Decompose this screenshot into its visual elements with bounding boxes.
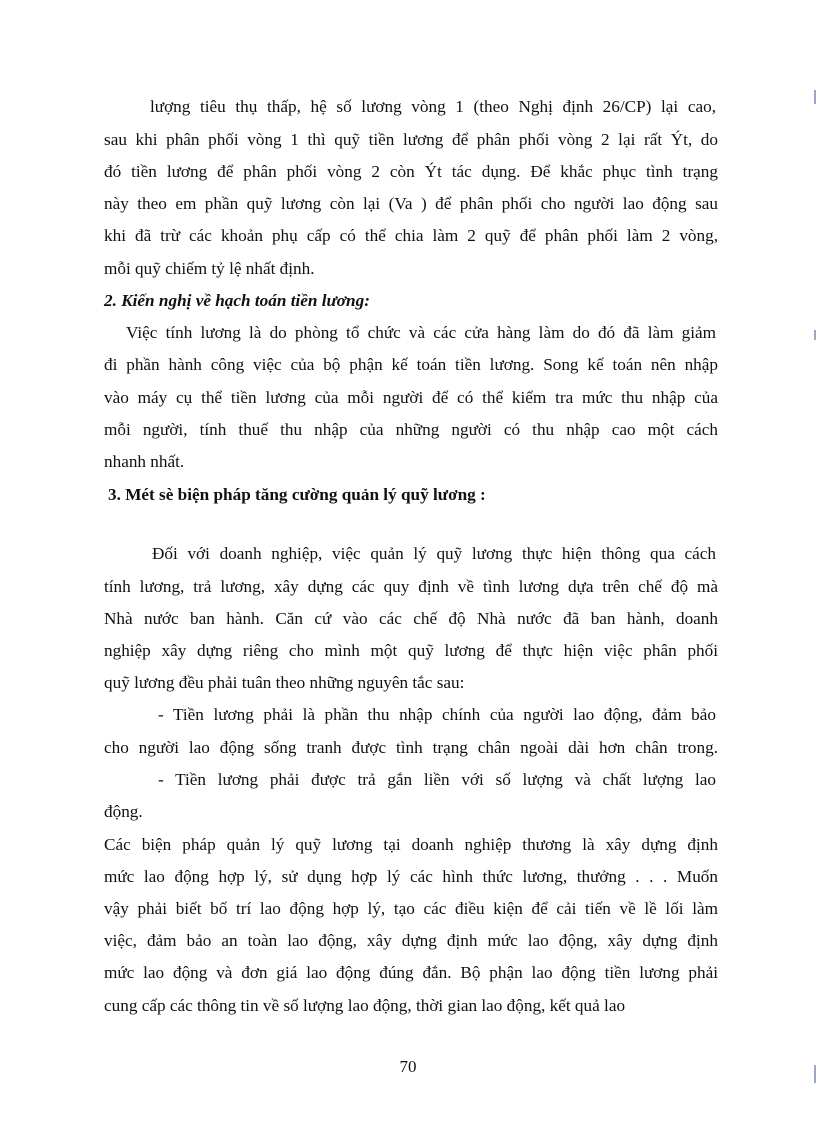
paragraph-1-line-4: này theo em phần quỹ lương còn lại (Va ) để phân phối cho người lao động sau: [104, 194, 718, 213]
paragraph-4-line-6: cung cấp các thông tin về số lượng lao động, thời gian lao động, kết quả lao: [104, 996, 626, 1015]
paragraph-3-line-2: tính lương, trả lương, xây dựng các quy định về tình lương dựa trên chế độ mà: [104, 577, 718, 596]
section-heading-2: 2. Kiến nghị về hạch toán tiền lương:: [104, 291, 370, 310]
paragraph-3-line-4: nghiệp xây dựng riêng cho mình một quỹ lương để thực hiện việc phân phối: [104, 641, 718, 660]
paragraph-1-line-6: mỗi quỹ chiếm tỷ lệ nhất định.: [104, 259, 315, 278]
paragraph-2-line-3: vào máy cụ thể tiền lương của mỗi người để có thể kiểm tra mức thu nhập của: [104, 388, 718, 407]
paragraph-4-line-4: việc, đảm bảo an toàn lao động, xây dựng định mức lao động, xây dựng định: [104, 931, 718, 950]
paragraph-3-line-1: Đối với doanh nghiệp, việc quản lý quỹ lương thực hiện thông qua cách: [152, 544, 716, 563]
paragraph-1-line-3: đó tiền lương để phân phối vòng 2 còn Ýt tác dụng. Để khắc phục tình trạng: [104, 162, 718, 181]
paragraph-3-line-5: quỹ lương đều phải tuân theo những nguyên tắc sau:: [104, 673, 465, 692]
paragraph-2-line-2: đi phần hành công việc của bộ phận kế toán tiền lương. Song kế toán nên nhập: [104, 355, 718, 374]
paragraph-4-line-1: Các biện pháp quản lý quỹ lương tại doanh nghiệp thương là xây dựng định: [104, 835, 718, 854]
paragraph-4-line-3: vậy phải biết bố trí lao động hợp lý, tạo các điều kiện để cải tiến về lề lối làm: [104, 899, 718, 918]
paragraph-2-line-4: mỗi người, tính thuế thu nhập của những người có thu nhập cao một cách: [104, 420, 718, 439]
paragraph-1-line-2: sau khi phân phối vòng 1 thì quỹ tiền lương để phân phối vòng 2 lại rất Ýt, do: [104, 130, 718, 149]
page-number: 70: [399, 1057, 417, 1076]
paragraph-1-line-5: khi đã trừ các khoản phụ cấp có thể chia làm 2 quỹ để phân phối làm 2 vòng,: [104, 226, 718, 245]
paragraph-2-line-5: nhanh nhất.: [104, 452, 185, 471]
bullet-2-line-1: - Tiền lương phải được trả gắn liền với số lượng và chất lượng lao: [158, 770, 716, 789]
paragraph-4-line-2: mức lao động hợp lý, sử dụng hợp lý các hình thức lương, thưởng . . . Muốn: [104, 867, 718, 886]
bullet-1-line-2: cho người lao động sống tranh được tình trạng chân ngoài dài hơn chân trong.: [104, 738, 718, 757]
bullet-2-line-2: động.: [104, 802, 143, 821]
paragraph-2-line-1: Việc tính lương là do phòng tổ chức và các cửa hàng làm do đó đã làm giảm: [126, 323, 716, 342]
bullet-1-line-1: - Tiền lương phải là phần thu nhập chính của người lao động, đảm bảo: [158, 705, 716, 724]
paragraph-4-line-5: mức lao động và đơn giá lao động đúng đắn. Bộ phận lao động tiền lương phải: [104, 963, 718, 982]
section-heading-3: 3. Mét sè biện pháp tăng cường quản lý quỹ lương :: [108, 485, 486, 504]
paragraph-3-line-3: Nhà nước ban hành. Căn cứ vào các chế độ Nhà nước đã ban hành, doanh: [104, 609, 718, 628]
paragraph-1-line-1: lượng tiêu thụ thấp, hệ số lương vòng 1 (theo Nghị định 26/CP) lại cao,: [150, 97, 716, 116]
